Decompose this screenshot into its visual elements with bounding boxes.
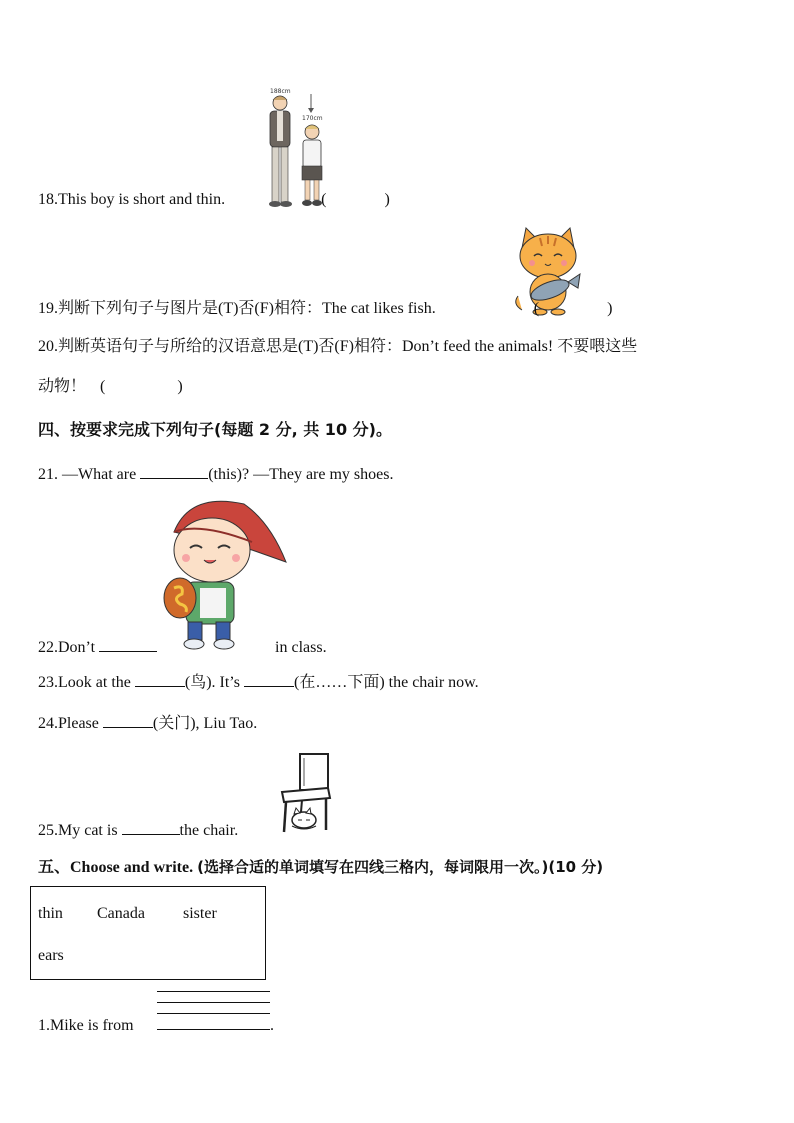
answer-paren-close: ) (384, 191, 390, 208)
answer-paren-open: ( (533, 300, 540, 317)
answer-paren-close: ) (607, 300, 613, 317)
question-21-part1: 21. —What are (38, 466, 137, 483)
question-23 (38, 670, 479, 693)
question-20-line2 (38, 377, 183, 397)
word-bank-item: sister (183, 905, 217, 922)
question-21 (38, 462, 393, 485)
question-18-text: 18.This boy is short and thin. (38, 191, 226, 208)
question-5-1-period: . (270, 1017, 274, 1034)
answer-blank-22[interactable] (99, 635, 157, 652)
question-18 (38, 190, 390, 210)
question-22-part2: in class. (275, 639, 327, 656)
section-5-title (38, 857, 603, 878)
question-21-part2: (this)? —They are my shoes. (208, 466, 394, 483)
question-20-line2-text: 动物！ (38, 378, 87, 395)
word-bank-item: thin (38, 905, 63, 922)
section-5-title-bold: 五、Choose and write. (38, 859, 194, 876)
answer-blank-25[interactable] (122, 818, 180, 835)
question-5-1: 1.Mike is from (38, 1017, 134, 1034)
answer-paren-close: ) (177, 378, 183, 395)
answer-blank-21[interactable] (140, 462, 208, 479)
height-short-label: 170cm (302, 115, 323, 122)
question-24-part2: (关门), Liu Tao. (152, 715, 258, 732)
boy-eating-figure (160, 492, 288, 652)
question-23-part1: 23.Look at the (38, 674, 131, 691)
answer-blank-24[interactable] (103, 711, 153, 728)
question-23-part3: (在……下面) the chair now. (293, 674, 479, 691)
word-bank-item: Canada (97, 905, 145, 922)
answer-blank-23b[interactable] (244, 670, 294, 687)
section-4-title: 四、按要求完成下列句子(每题 2 分, 共 10 分)。 (38, 420, 392, 439)
question-25-part1: 25.My cat is (38, 822, 118, 839)
answer-paren-open: ( (100, 378, 106, 395)
question-19-text: 19.判断下列句子与图片是(T)否(F)相符：The cat likes fish. (38, 300, 436, 317)
word-bank (30, 886, 266, 980)
four-line-writing-grid[interactable] (157, 991, 270, 1031)
answer-blank-23a[interactable] (135, 670, 185, 687)
question-19 (38, 299, 612, 319)
question-22 (38, 635, 327, 658)
word-bank-item: ears (38, 947, 64, 964)
question-20-line1: 20.判断英语句子与所给的汉语意思是(T)否(F)相符：Don’t feed the animals! 不要喂这些 (38, 338, 638, 355)
question-25-part2: the chair. (179, 822, 239, 839)
question-24 (38, 711, 257, 734)
question-23-part2: (鸟). It’s (184, 674, 240, 691)
cat-under-chair-figure (278, 750, 334, 834)
answer-paren-open: ( (321, 191, 327, 208)
question-25 (38, 818, 238, 841)
question-24-part1: 24.Please (38, 715, 99, 732)
question-22-part1: 22.Don’t (38, 639, 96, 656)
section-5-title-rest: (选择合适的单词填写在四线三格内，每词限用一次。)(10 分) (197, 858, 604, 876)
height-tall-label: 188cm (270, 88, 291, 95)
